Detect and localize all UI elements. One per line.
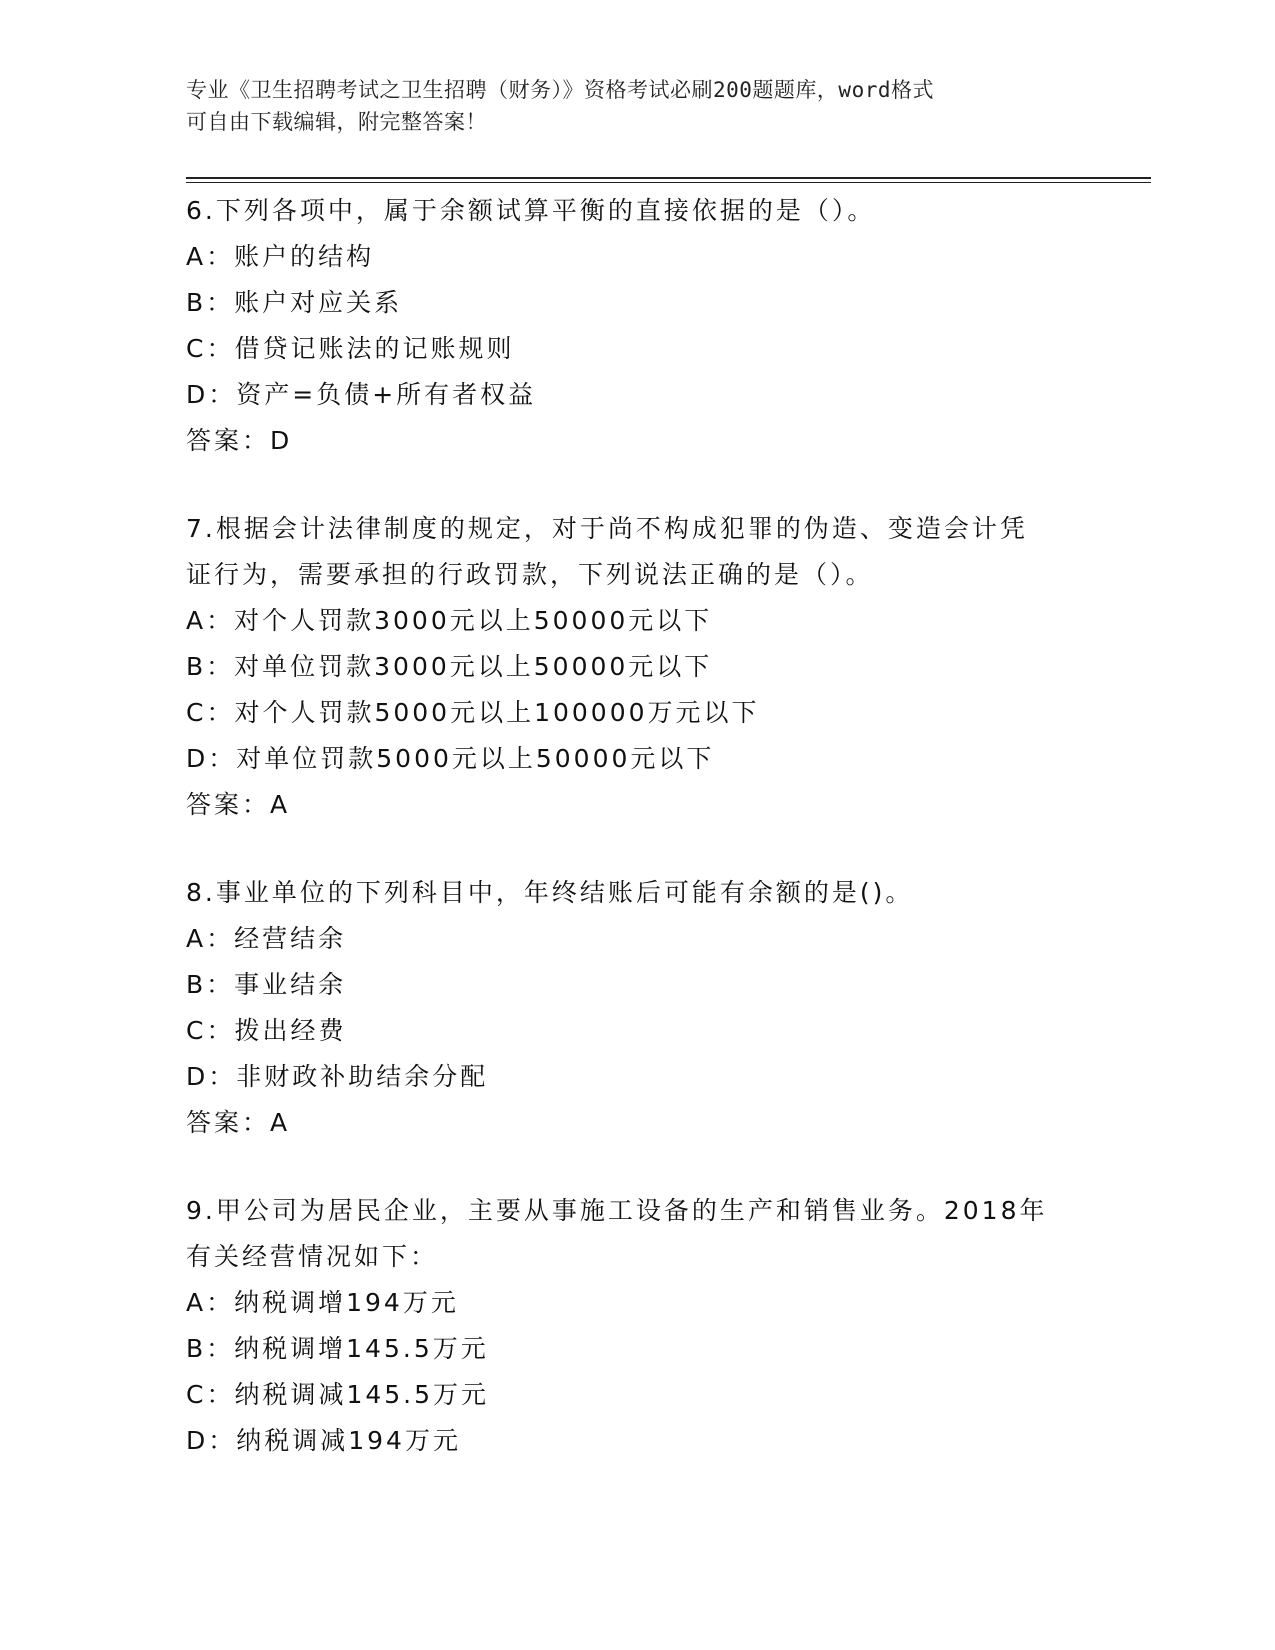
question-list [186,188,1086,1506]
option-a: A：账户的结构 [186,242,375,271]
option-b: B：对单位罚款3000元以上50000元以下 [186,652,713,681]
option-d: D：对单位罚款5000元以上50000元以下 [186,744,715,773]
option-c: C：纳税调减145.5万元 [186,1380,490,1409]
question-stem-continued: 有关经营情况如下： [186,1242,439,1271]
option-c: C：借贷记账法的记账规则 [186,334,515,363]
question-9 [186,1188,1086,1464]
option-b: B：纳税调增145.5万元 [186,1334,489,1363]
question-6 [186,188,1086,464]
option-b: B：事业结余 [186,970,347,999]
option-b: B：账户对应关系 [186,288,403,317]
question-stem: 7.根据会计法律制度的规定，对于尚不构成犯罪的伪造、变造会计凭 [186,514,1028,543]
document-header [186,74,1086,138]
question-stem: 6.下列各项中，属于余额试算平衡的直接依据的是（）。 [186,196,876,225]
answer: 答案：A [186,790,291,819]
question-stem-continued: 证行为，需要承担的行政罚款，下列说法正确的是（）。 [186,560,874,589]
option-c: C：拨出经费 [186,1016,347,1045]
option-a: A：对个人罚款3000元以上50000元以下 [186,606,713,635]
option-c: C：对个人罚款5000元以上100000万元以下 [186,698,760,727]
question-stem: 9.甲公司为居民企业，主要从事施工设备的生产和销售业务。2018年 [186,1196,1048,1225]
header-divider-thin [186,182,1151,183]
header-line-2: 可自由下载编辑，附完整答案！ [186,110,487,134]
option-d: D：纳税调减194万元 [186,1426,461,1455]
option-d: D：资产=负债+所有者权益 [186,380,537,409]
header-divider-thick [186,177,1151,179]
answer: 答案：D [186,426,293,455]
header-line-1: 专业《卫生招聘考试之卫生招聘（财务）》资格考试必刷200题题库，word格式 [186,78,934,102]
option-a: A：经营结余 [186,924,347,953]
answer: 答案：A [186,1108,291,1137]
option-a: A：纳税调增194万元 [186,1288,459,1317]
question-stem: 8.事业单位的下列科目中，年终结账后可能有余额的是()。 [186,878,914,907]
question-8 [186,870,1086,1146]
option-d: D：非财政补助结余分配 [186,1062,489,1091]
question-7 [186,506,1086,828]
